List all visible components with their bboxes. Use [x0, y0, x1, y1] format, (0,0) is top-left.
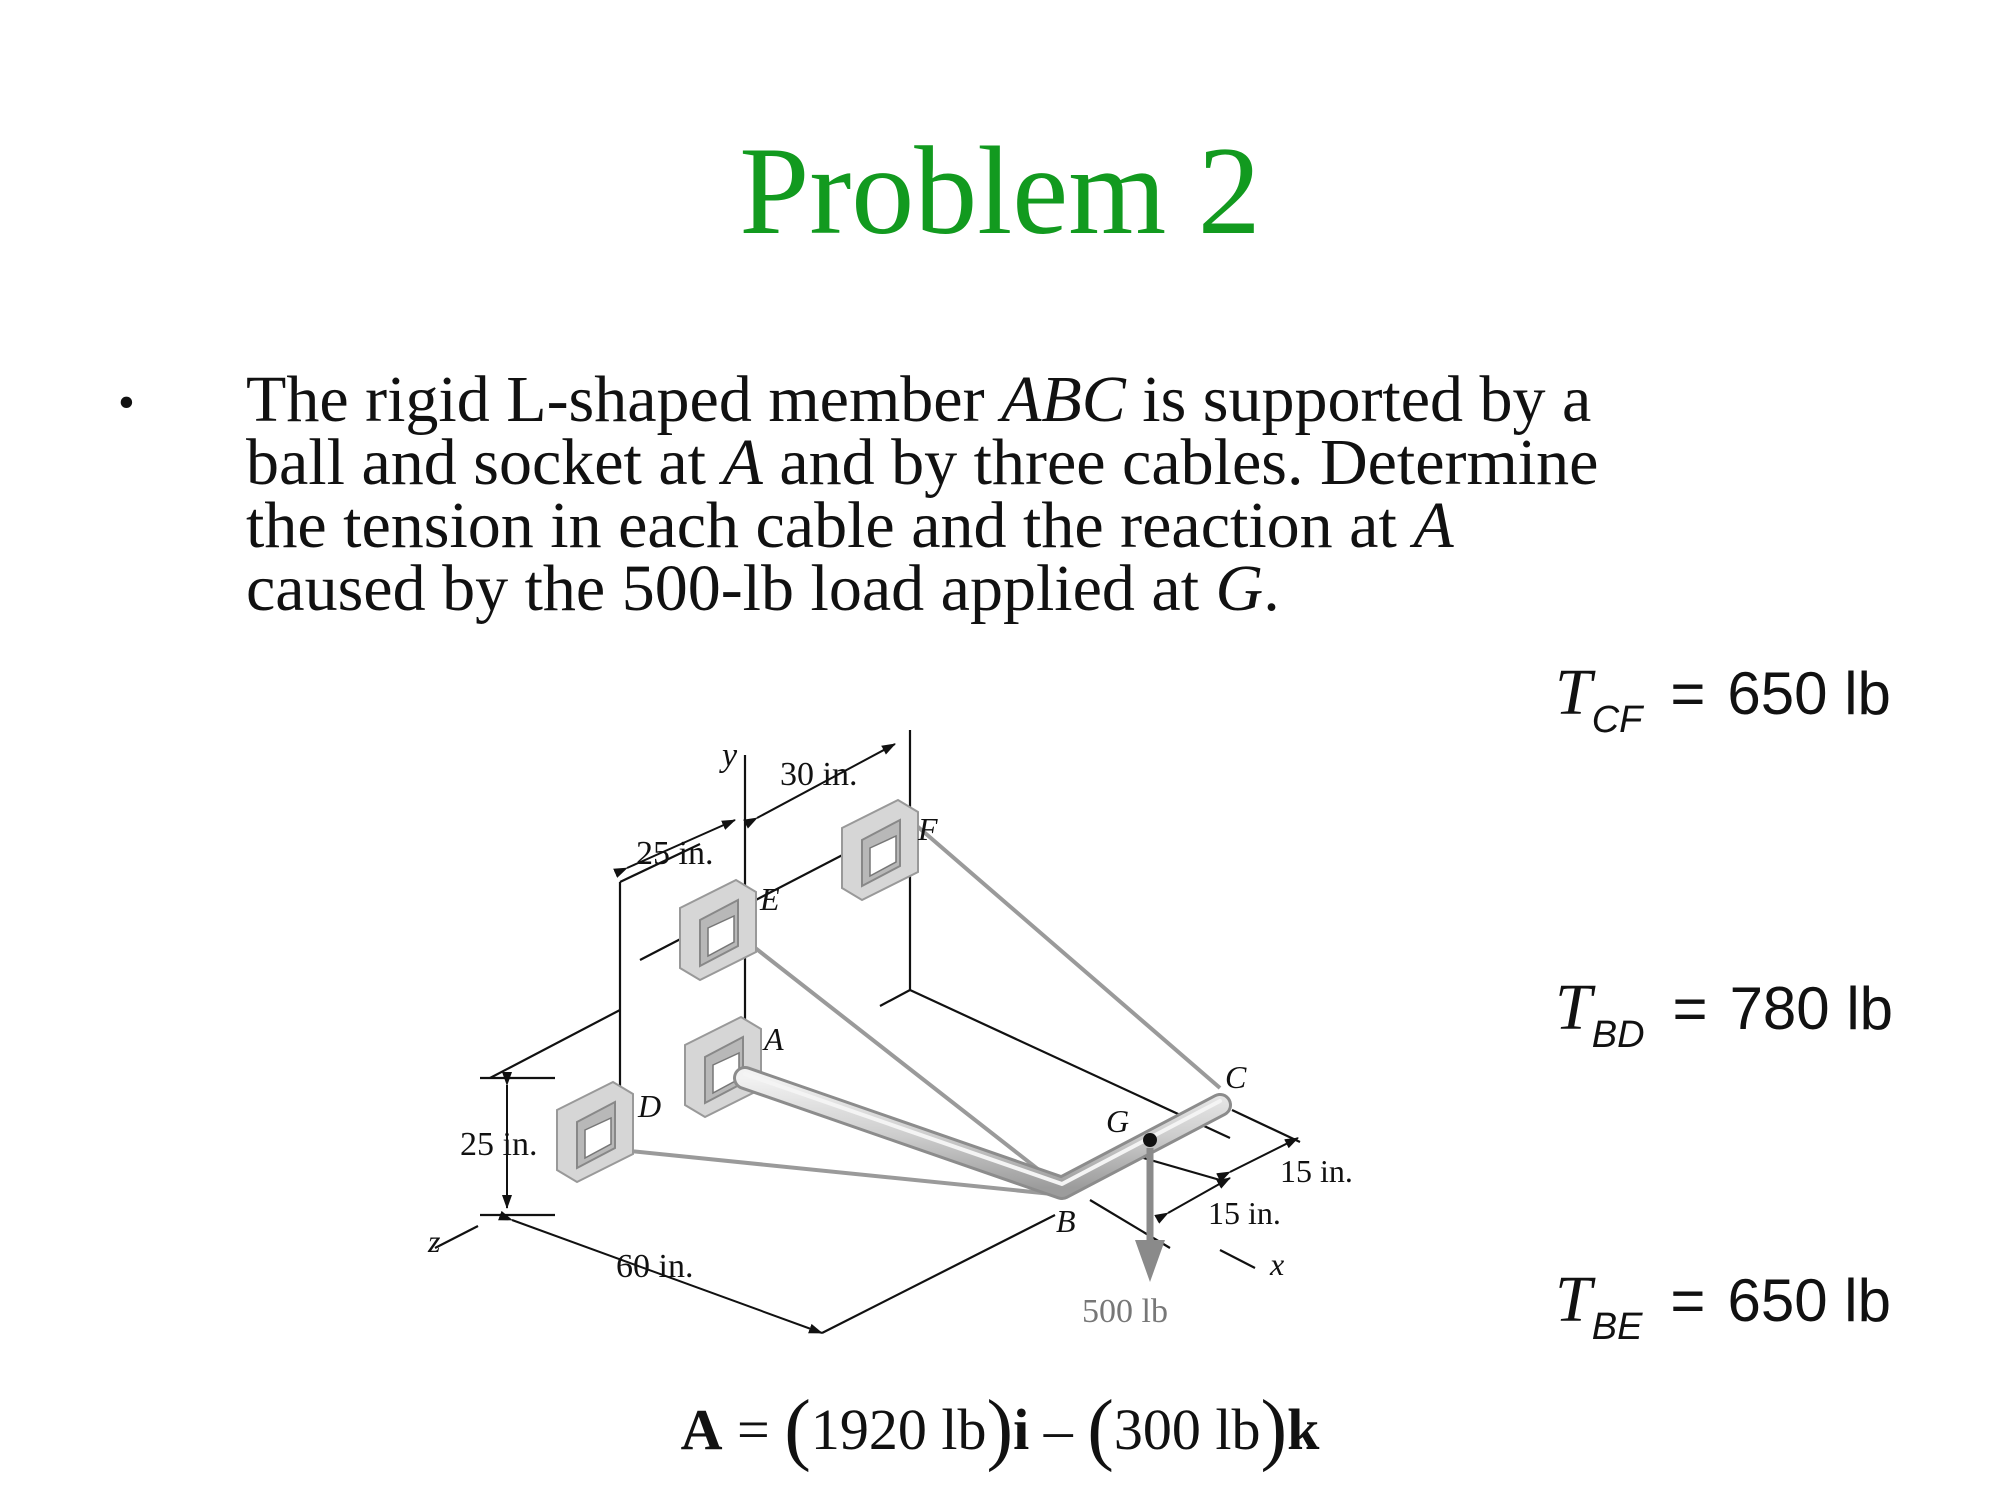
text-run: the tension in each cable and the reaction at [246, 489, 1414, 562]
answer-symbol: T [1555, 971, 1592, 1044]
floor-short-line [880, 990, 910, 1006]
answer-symbol: T [1555, 1263, 1592, 1336]
paren-open: ( [1087, 1385, 1114, 1473]
text-run: is supported by a [1125, 363, 1592, 436]
answer-value: 780 lb [1729, 975, 1894, 1042]
support-d [557, 1082, 633, 1182]
x-axis-line [1220, 1250, 1255, 1268]
paren-close: ) [1260, 1385, 1288, 1473]
support-f [842, 800, 918, 900]
label-point-d: D [638, 1088, 662, 1124]
z-axis-line [490, 1010, 620, 1078]
load-arrow-head [1135, 1240, 1165, 1282]
answer-value: 650 lb [1727, 660, 1891, 727]
bullet-marker: • [118, 376, 135, 429]
cable-be [745, 940, 1062, 1188]
page-title: Problem 2 [739, 122, 1261, 261]
reaction-z-value: 300 lb [1113, 1397, 1261, 1462]
text-run-italic: A [1413, 489, 1454, 562]
text-run: caused by the 500-lb load applied at [246, 552, 1216, 625]
label-dim-30: 30 in. [780, 756, 858, 793]
text-run: and by three cables. Determine [762, 426, 1599, 499]
label-dim-15-b: 15 in. [1208, 1195, 1281, 1231]
reaction-symbol: A [680, 1397, 723, 1462]
label-dim-60: 60 in. [616, 1248, 694, 1285]
label-point-e: E [760, 881, 780, 917]
point-g-dot [1143, 1133, 1157, 1147]
ext-line-c [1232, 1110, 1300, 1142]
label-axis-y: y [722, 737, 738, 774]
answer-symbol: T [1555, 656, 1592, 729]
equals-sign: = [736, 1397, 770, 1462]
label-point-c: C [1225, 1059, 1247, 1095]
label-axis-x: x [1270, 1246, 1285, 1282]
answer-value: 650 lb [1727, 1267, 1891, 1334]
unit-vector-k: k [1287, 1397, 1320, 1462]
equals-sign: = [1670, 660, 1706, 727]
paren-open: ( [784, 1385, 811, 1473]
text-run: ball and socket at [246, 426, 723, 499]
label-load: 500 lb [1082, 1293, 1168, 1330]
label-point-a: A [764, 1021, 784, 1057]
label-point-f: F [918, 811, 938, 847]
minus-sign: – [1043, 1397, 1073, 1462]
answer-subscript: BE [1591, 1306, 1643, 1348]
answer-subscript: CF [1591, 699, 1643, 741]
unit-vector-i: i [1013, 1397, 1030, 1462]
text-run-italic: ABC [1001, 363, 1126, 436]
label-point-g: G [1106, 1103, 1130, 1139]
floor-front-edge [822, 1215, 1055, 1333]
label-dim-15-a: 15 in. [1280, 1153, 1353, 1189]
text-run: . [1263, 552, 1280, 625]
label-axis-z: z [428, 1223, 441, 1259]
text-run: The rigid L-shaped member [246, 363, 1002, 436]
equals-sign: = [1670, 1267, 1706, 1334]
text-run-italic: G [1215, 552, 1264, 625]
label-point-b: B [1056, 1203, 1076, 1239]
reaction-x-value: 1920 lb [810, 1397, 987, 1462]
answer-subscript: BD [1591, 1014, 1645, 1056]
cable-cf [910, 820, 1220, 1088]
text-run-italic: A [722, 426, 763, 499]
z-axis-tail [435, 1226, 478, 1248]
label-dim-25-left: 25 in. [460, 1126, 538, 1163]
equals-sign: = [1672, 975, 1708, 1042]
paren-close: ) [986, 1385, 1014, 1473]
label-dim-25-top: 25 in. [636, 835, 714, 872]
